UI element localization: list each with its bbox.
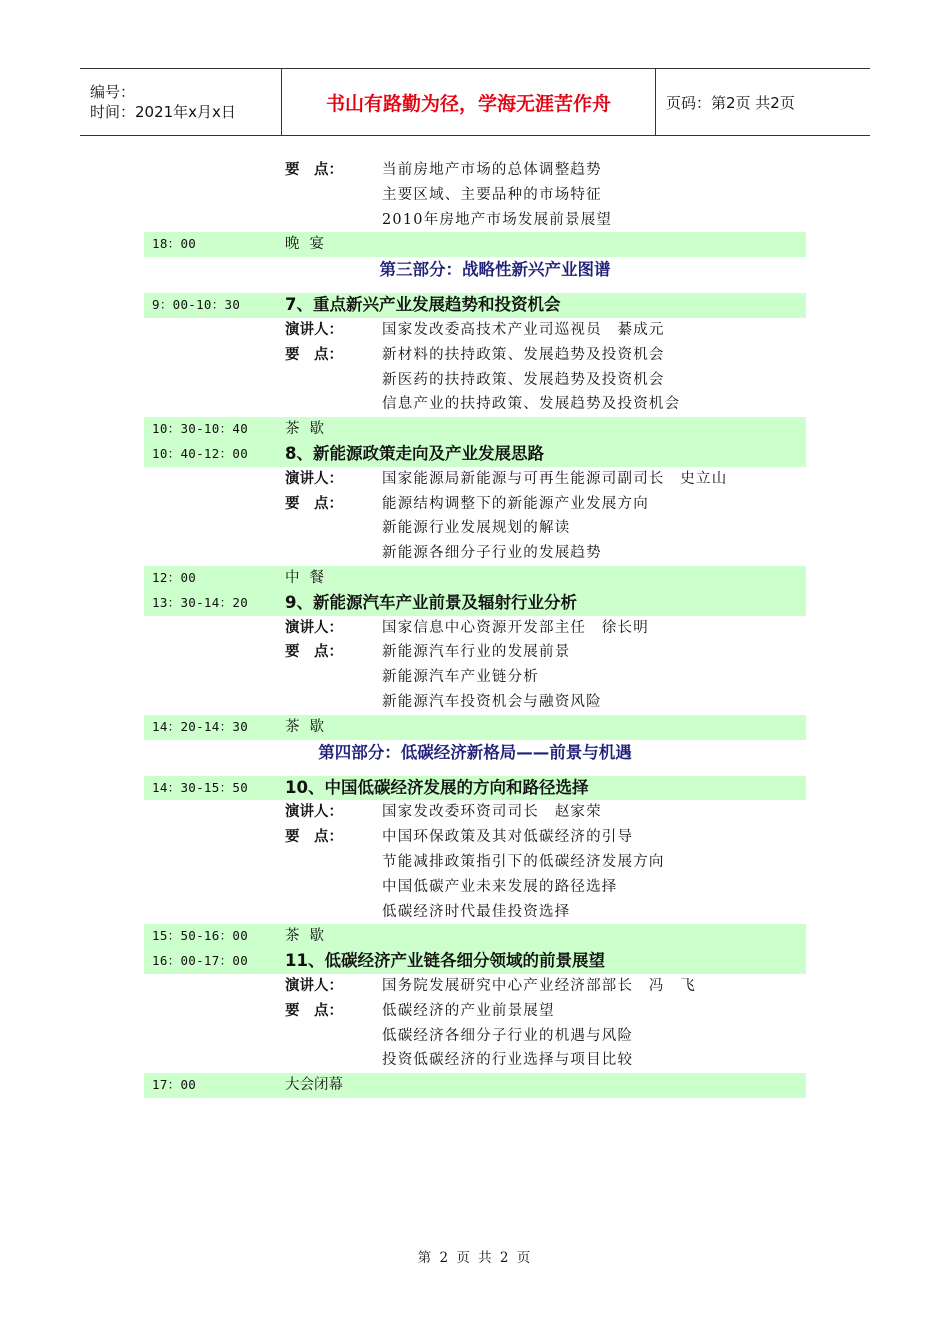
row-label: 要 点： [285,829,343,846]
agenda-row [144,800,806,825]
agenda-row [144,1048,806,1073]
agenda-row-highlight [144,417,806,442]
row-time: 12：00 [152,569,197,585]
row-label: 演讲人： [285,619,343,636]
agenda-row [144,616,806,641]
agenda-row [144,541,806,566]
row-content: 新能源汽车行业的发展前景 [382,644,571,661]
row-content: 当前房地产市场的总体调整趋势 [382,162,602,178]
row-content: 新材料的扶持政策、发展趋势及投资机会 [382,346,665,363]
row-content: 低碳经济各细分子行业的机遇与风险 [382,1027,634,1044]
agenda-row [144,690,806,715]
row-time: 14：30-15：50 [152,779,249,795]
row-label: 要 点： [285,162,343,178]
row-time: 14：20-14：30 [152,718,249,734]
agenda-row [144,392,806,417]
agenda-row [144,1024,806,1049]
row-label: 要 点： [285,346,343,363]
session-title: 9、新能源汽车产业前景及辐射行业分析 [285,592,577,612]
agenda-row [144,492,806,517]
row-event: 茶歇 [285,421,334,438]
row-content: 国家发改委高技术产业司巡视员 綦成元 [382,321,665,338]
session-title: 8、新能源政策走向及产业发展思路 [285,443,544,463]
row-content: 新能源各细分子行业的发展趋势 [382,545,602,562]
session-title: 10、中国低碳经济发展的方向和路径选择 [285,777,589,797]
agenda-row-highlight [144,293,806,318]
row-content: 信息产业的扶持政策、发展趋势及投资机会 [382,396,681,413]
agenda-row [144,640,806,665]
session-title: 7、重点新兴产业发展趋势和投资机会 [285,295,561,315]
row-content: 低碳经济的产业前景展望 [382,1002,555,1019]
row-content: 投资低碳经济的行业选择与项目比较 [382,1052,634,1069]
row-content: 主要区域、主要品种的市场特征 [382,186,602,203]
row-label: 演讲人： [285,321,343,338]
agenda-row [144,665,806,690]
page-header [80,68,870,136]
agenda-row [144,999,806,1024]
agenda-row-highlight [144,442,806,467]
row-event: 茶歇 [285,928,334,945]
row-content: 国家信息中心资源开发部主任 徐长明 [382,619,649,636]
row-time: 18：00 [152,236,197,252]
row-time: 13：30-14：20 [152,594,249,610]
section-title-row [144,257,806,293]
header-motto [282,69,656,135]
part-three-title: 第三部分：战略性新兴产业图谱 [379,260,611,280]
agenda-row-highlight [144,949,806,974]
row-content: 2010年房地产市场发展前景展望 [382,211,613,228]
agenda-row [144,974,806,999]
row-content: 中国环保政策及其对低碳经济的引导 [382,829,634,846]
agenda-row [144,318,806,343]
agenda-row [144,343,806,368]
row-time: 17：00 [152,1077,197,1093]
row-content: 新能源汽车投资机会与融资风险 [382,693,602,710]
row-time: 16：00-17：00 [152,953,249,969]
agenda-row-highlight [144,1073,806,1098]
row-content: 新能源行业发展规划的解读 [382,520,571,537]
row-content: 国家能源局新能源与可再生能源司副司长 史立山 [382,470,728,487]
row-content: 节能减排政策指引下的低碳经济发展方向 [382,853,665,870]
agenda-row [144,516,806,541]
agenda-row-highlight [144,591,806,616]
part-four-title: 第四部分：低碳经济新格局——前景与机遇 [318,742,632,762]
row-label: 要 点： [285,495,343,512]
header-meta [80,69,282,135]
agenda-row [144,850,806,875]
row-content: 新能源汽车产业链分析 [382,669,539,686]
agenda-row [144,875,806,900]
agenda-table [144,158,806,1098]
row-time: 9：00-10：30 [152,297,241,313]
document-number-label: 编号： [90,83,136,101]
row-content: 新医药的扶持政策、发展趋势及投资机会 [382,371,665,388]
agenda-row-highlight [144,566,806,591]
page-footer: 第 2 页 共 2 页 [417,1250,533,1266]
row-time: 10：30-10：40 [152,421,249,437]
row-event: 茶歇 [285,718,334,735]
document-date: 时间：2021年x月x日 [90,103,236,121]
agenda-row-highlight [144,715,806,740]
session-title: 11、低碳经济产业链各细分领域的前景展望 [285,951,605,971]
row-content: 国务院发展研究中心产业经济部部长 冯 飞 [382,977,696,994]
row-content: 低碳经济时代最佳投资选择 [382,903,571,920]
page-info-text: 页码：第2页 共2页 [666,93,795,112]
row-label: 演讲人： [285,470,343,487]
agenda-row [144,825,806,850]
agenda-row-highlight [144,232,806,257]
agenda-row [144,183,806,208]
row-event: 晚宴 [285,236,334,253]
section-title-row [144,740,806,776]
agenda-row [144,368,806,393]
row-event: 中餐 [285,569,334,586]
agenda-row [144,158,806,183]
motto-text: 书山有路勤为径，学海无涯苦作舟 [325,92,611,115]
row-label: 要 点： [285,644,343,661]
row-time: 10：40-12：00 [152,445,249,461]
agenda-row [144,208,806,233]
agenda-row [144,900,806,925]
row-content: 能源结构调整下的新能源产业发展方向 [382,495,649,512]
row-content: 国家发改委环资司司长 赵家荣 [382,804,602,821]
row-label: 要 点： [285,1002,343,1019]
row-event: 大会闭幕 [285,1077,343,1094]
agenda-row-highlight [144,776,806,801]
header-page-info [656,69,870,135]
row-label: 演讲人： [285,804,343,821]
row-time: 15：50-16：00 [152,928,249,944]
agenda-row [144,467,806,492]
row-label: 演讲人： [285,977,343,994]
row-content: 中国低碳产业未来发展的路径选择 [382,878,618,895]
agenda-row-highlight [144,924,806,949]
